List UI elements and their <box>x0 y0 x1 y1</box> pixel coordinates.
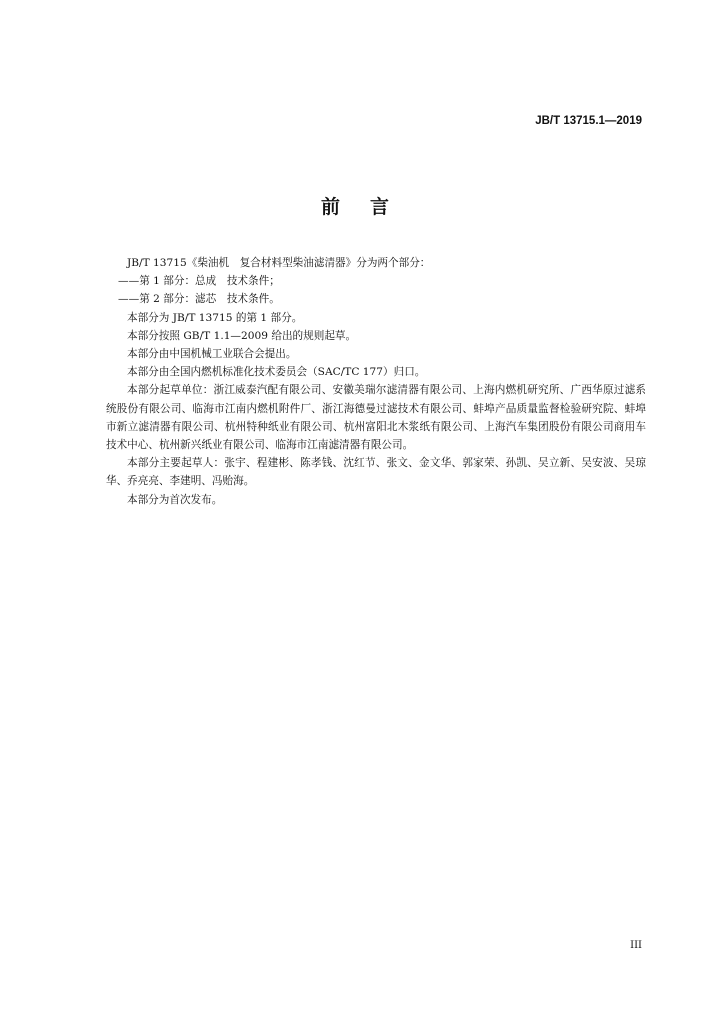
paragraph-first-release: 本部分为首次发布。 <box>127 493 223 506</box>
paragraph-part-scope: 本部分为 JB/T 13715 的第 1 部分。 <box>127 311 303 324</box>
page-number: III <box>630 940 642 951</box>
paragraph-committee: 本部分由全国内燃机标准化技术委员会（SAC/TC 177）归口。 <box>127 366 426 379</box>
foreword-body <box>106 254 646 509</box>
page-title: 前言 <box>320 196 419 218</box>
list-item-part-1: ——第 1 部分：总成 技术条件； <box>118 275 280 288</box>
standard-number: JB/T 13715.1—2019 <box>535 115 642 127</box>
paragraph-drafting-rules: 本部分按照 GB/T 1.1—2009 给出的规则起草。 <box>127 329 357 342</box>
list-item-part-2: ——第 2 部分：滤芯 技术条件。 <box>118 293 280 306</box>
paragraph-drafters: 本部分主要起草人：张宇、程建彬、陈孝钱、沈红节、张文、金文华、郭家荣、孙凯、吴立新、吴安波、吴琼华、乔亮亮、李建明、冯贻海。 <box>106 457 646 488</box>
paragraph-drafting-units: 本部分起草单位：浙江威泰汽配有限公司、安徽美瑞尔滤清器有限公司、上海内燃机研究所、广西华原过滤系统股份有限公司、临海市江南内燃机附件厂、浙江海德曼过滤技术有限公司、蚌埠产品质量监督检验研究院、蚌埠市新立滤清器有限公司、杭州特种纸业有限公司、杭州富阳北木浆纸有限公司、上海汽车集团股份有限公司商用车技术中心、杭州新兴纸业有限公司、临海市江南滤清器有限公司。 <box>106 384 646 452</box>
paragraph-parts-intro: JB/T 13715《柴油机 复合材料型柴油滤清器》分为两个部分： <box>127 257 431 269</box>
paragraph-proposer: 本部分由中国机械工业联合会提出。 <box>127 348 297 361</box>
